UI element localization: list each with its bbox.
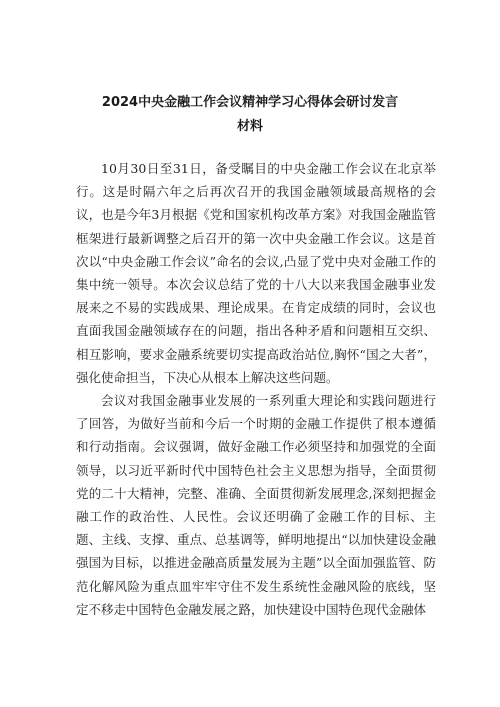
document-title: 2024中央金融工作会议精神学习心得体会研讨发言材料 bbox=[101, 95, 399, 134]
document-body bbox=[76, 157, 436, 621]
paragraph: 会议对我国金融事业发展的一系列重大理论和实践问题进行了回答，为做好当前和今后一个时期的金融工作提供了根本遵循和行动指南。会议强调，做好金融工作必须坚持和加强党的全面领导，以习近平新时代中国特色社会主义思想为指导，全面贯彻党的二十大精神，完整、准确、全面贯彻新发展理念,深刻把握金融工作的政治性、人民性。会议还明确了金融工作的目标、主题、主线、支撑、重点、总基调等，鲜明地提出“以加快建设金融强国为目标，以推进金融高质量发展为主题”以全面加强监管、防范化解风险为重点皿牢牢守住不发生系统性金融风险的底线，坚定不移走中国特色金融发展之路，加快建设中国特色现代金融体 bbox=[76, 393, 436, 617]
paragraph: 10月30日至31日，备受瞩目的中央金融工作会议在北京举行。这是时隔六年之后再次召开的我国金融领域最高规格的会议，也是今年3月根据《党和国家机构改革方案》对我国金融监管框架进行最新调整之后召开的第一次中央金融工作会议。这是首次以“中央金融工作会议”命名的会议,凸显了党中央对金融工作的集中统一领导。本次会议总结了党的十八大以来我国金融事业发展来之不易的实践成果、理论成果。在肯定成绩的同时，会议也直面我国金融领域存在的问题，指出各种矛盾和问题相互交织、相互影响，要求金融系统要切实提高政治站位,胸怀“国之大者”，强化使命担当，下决心从根本上解决这些问题。 bbox=[76, 161, 436, 385]
